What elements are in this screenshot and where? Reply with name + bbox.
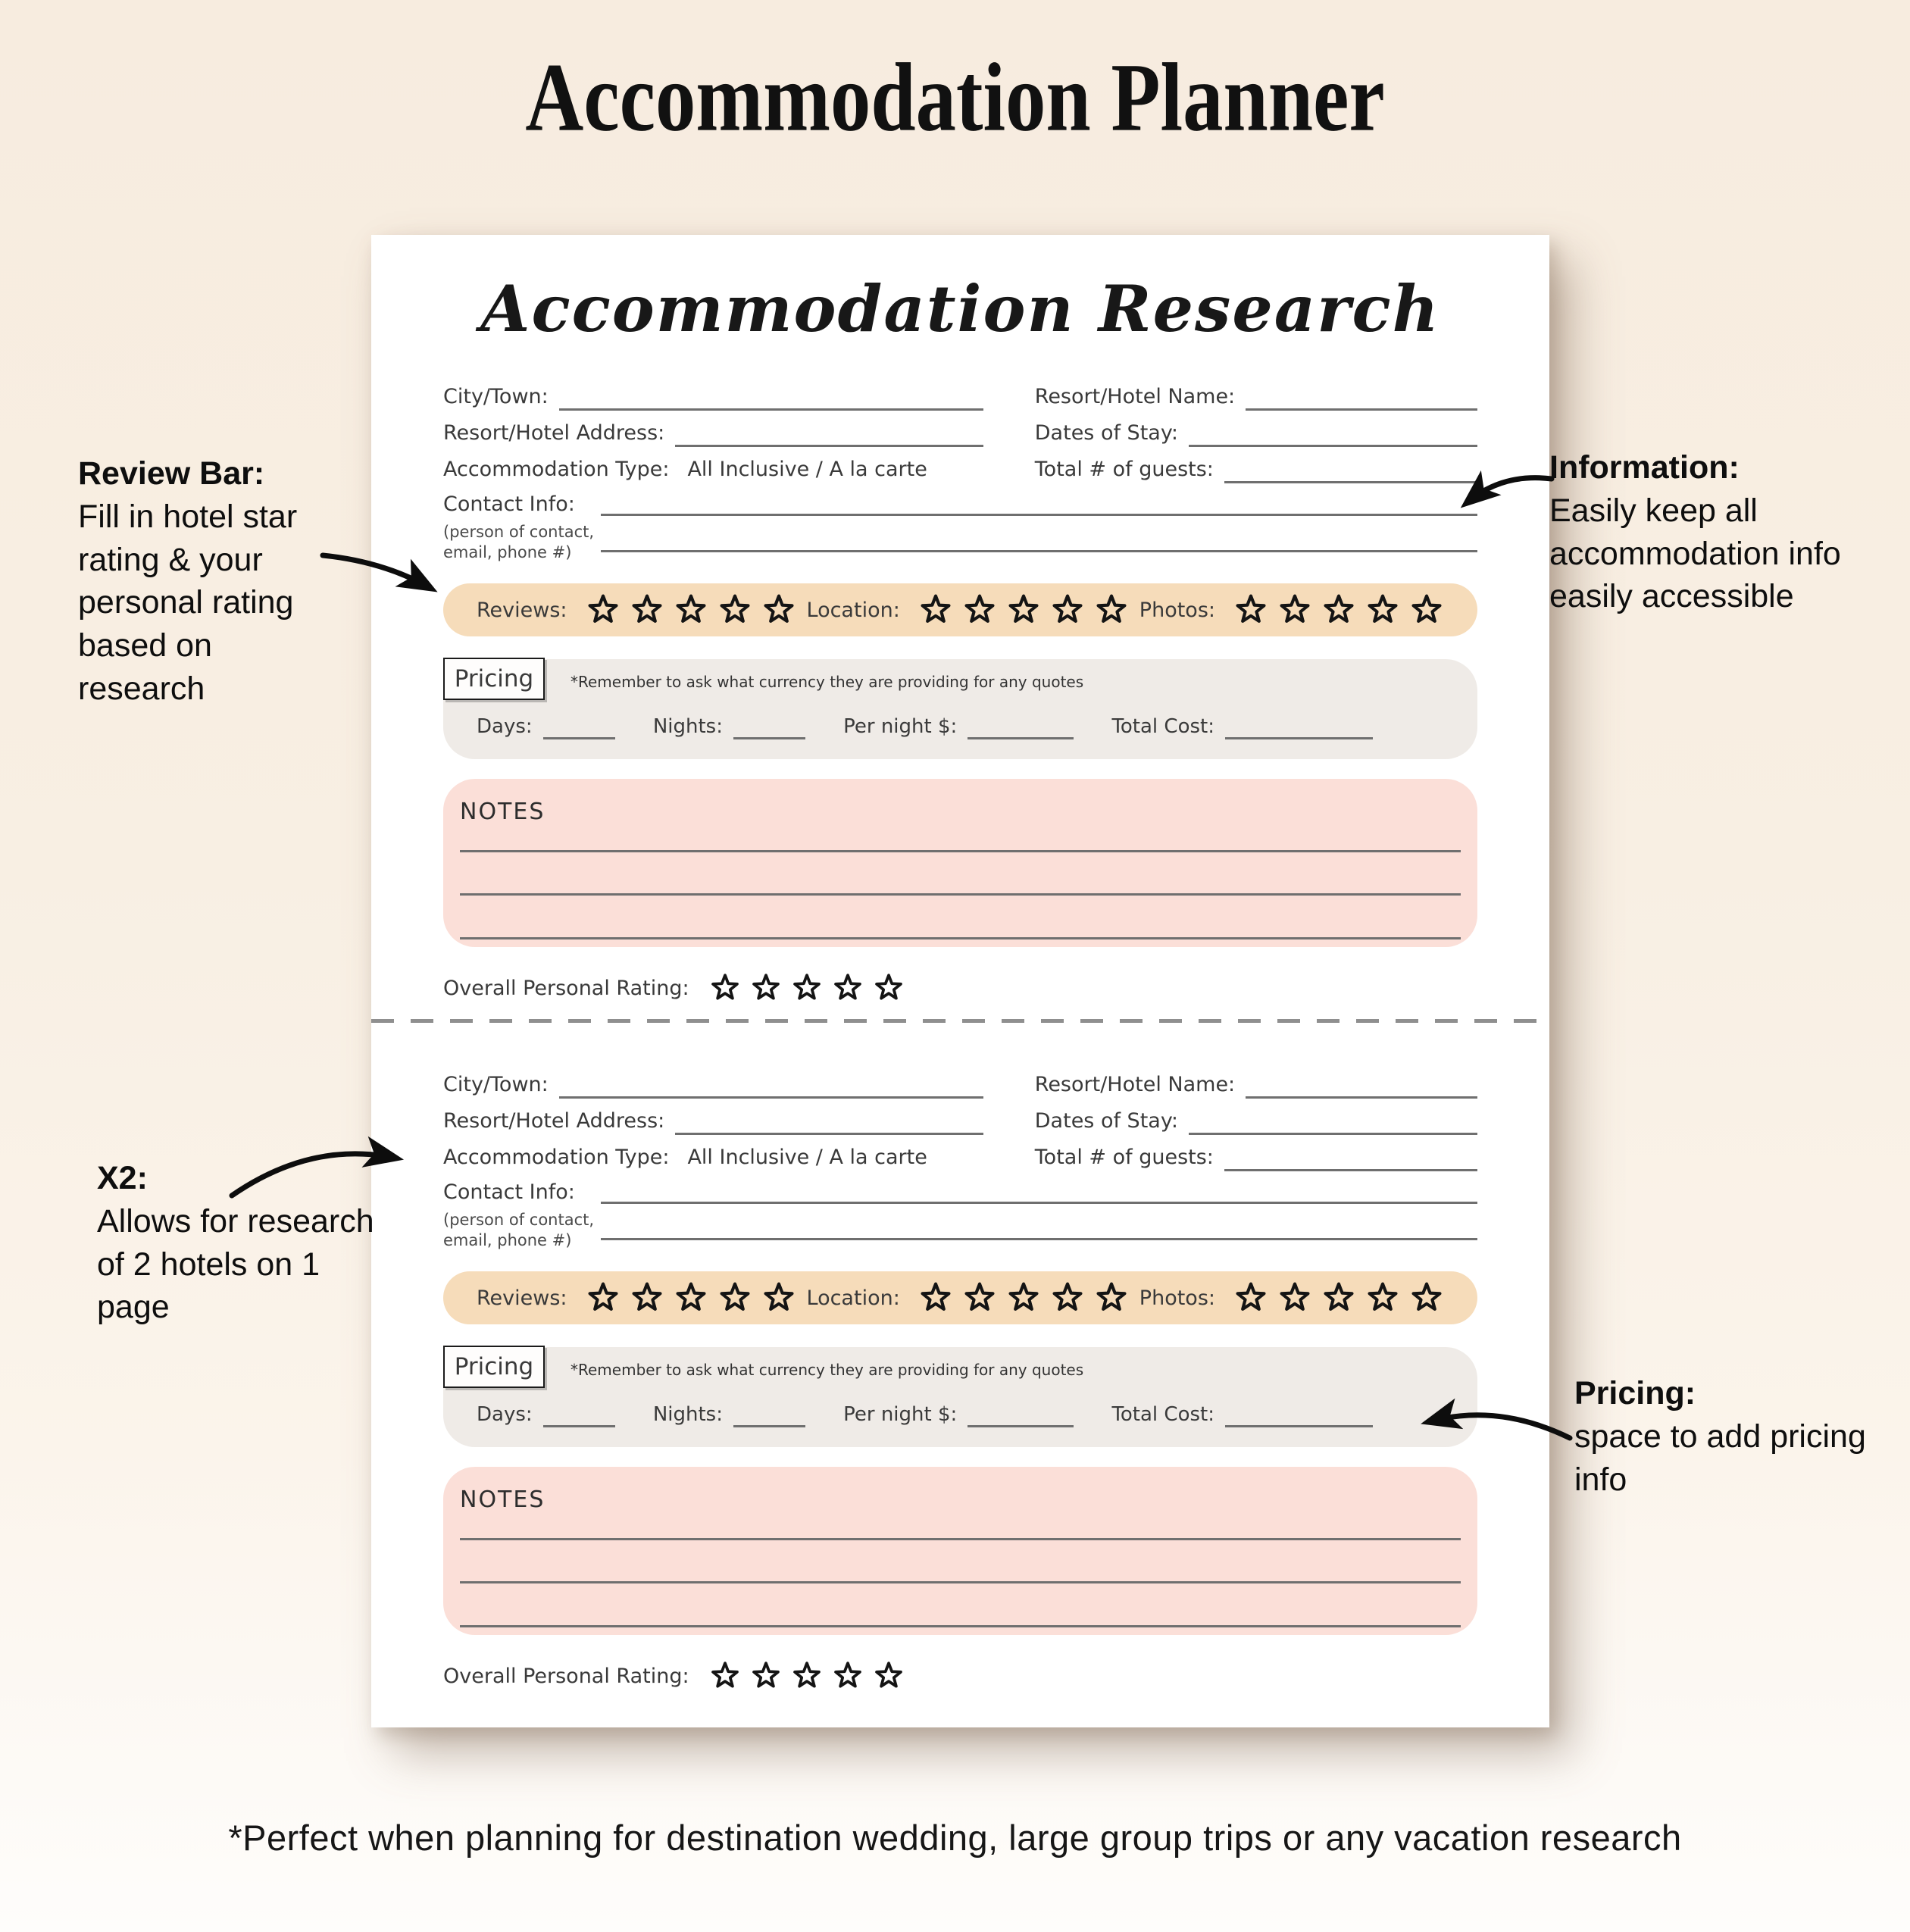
notes-box bbox=[443, 779, 1477, 947]
total-cost-field bbox=[1111, 715, 1373, 739]
total-guests-line bbox=[1224, 1143, 1477, 1171]
annotation-review-bar bbox=[78, 453, 345, 711]
planner-section-1 bbox=[443, 271, 1477, 1006]
star-icon bbox=[1365, 592, 1400, 627]
arrow-to-review-bar bbox=[318, 542, 447, 606]
total-cost-label: Total Cost: bbox=[1111, 715, 1214, 738]
total-cost-line bbox=[1225, 724, 1373, 739]
notes-line-1 bbox=[460, 850, 1461, 852]
star-icon bbox=[1050, 592, 1085, 627]
resort-name-line bbox=[1246, 1071, 1477, 1099]
per-night-field bbox=[843, 715, 1074, 739]
star-icon bbox=[791, 972, 823, 1004]
footer-note: *Perfect when planning for destination wedding, large group trips or any vacation research bbox=[228, 1818, 1682, 1858]
star-icon bbox=[791, 1660, 823, 1692]
field-total-guests bbox=[1035, 447, 1477, 483]
photos-stars bbox=[1233, 1280, 1444, 1315]
total-cost-field bbox=[1111, 1403, 1373, 1427]
pricing-note: *Remember to ask what currency they are providing for any quotes bbox=[570, 673, 1084, 691]
photos-group bbox=[1139, 592, 1444, 627]
contact-info-note: (person of contact, email, phone #) bbox=[443, 523, 595, 562]
resort-address-label: Resort/Hotel Address: bbox=[443, 421, 665, 445]
annotation-review-bar-title: Review Bar: bbox=[78, 455, 265, 492]
photos-stars bbox=[1233, 592, 1444, 627]
dates-of-stay-line bbox=[1189, 419, 1477, 447]
arrow-to-section-2 bbox=[227, 1135, 405, 1202]
star-icon bbox=[1233, 592, 1268, 627]
annotation-information bbox=[1549, 447, 1890, 618]
star-icon bbox=[761, 592, 796, 627]
planner-page bbox=[371, 235, 1549, 1727]
accommodation-type-label: Accommodation Type: bbox=[443, 1146, 670, 1169]
review-bar bbox=[443, 583, 1477, 636]
planner-heading: Accommodation Research bbox=[480, 271, 1440, 346]
pricing-box bbox=[443, 659, 1477, 759]
per-night-line bbox=[968, 1411, 1074, 1427]
dates-of-stay-label: Dates of Stay: bbox=[1034, 1109, 1178, 1133]
location-group bbox=[807, 592, 1129, 627]
field-dates-of-stay bbox=[1035, 411, 1477, 447]
days-line bbox=[543, 724, 615, 739]
field-dates-of-stay bbox=[1035, 1099, 1477, 1135]
field-resort-name bbox=[1035, 1062, 1477, 1099]
accommodation-type-options: All Inclusive / A la carte bbox=[687, 1146, 927, 1169]
nights-line bbox=[733, 724, 805, 739]
field-resort-name bbox=[1035, 374, 1477, 411]
contact-info-label: Contact Info: bbox=[443, 492, 575, 516]
field-accommodation-type bbox=[443, 447, 983, 483]
contact-line-2 bbox=[601, 1238, 1477, 1240]
contact-line-1 bbox=[601, 514, 1477, 516]
nights-field bbox=[653, 1403, 805, 1427]
star-icon bbox=[1050, 1280, 1085, 1315]
accommodation-type-label: Accommodation Type: bbox=[443, 458, 670, 481]
pricing-tab: Pricing bbox=[443, 658, 545, 700]
location-label: Location: bbox=[806, 598, 900, 622]
days-field bbox=[477, 1403, 615, 1427]
reviews-label: Reviews: bbox=[477, 598, 567, 622]
star-icon bbox=[1094, 592, 1129, 627]
city-town-line bbox=[559, 383, 983, 411]
star-icon bbox=[918, 592, 953, 627]
annotation-pricing bbox=[1574, 1373, 1877, 1501]
star-icon bbox=[761, 1280, 796, 1315]
annotation-information-title: Information: bbox=[1549, 449, 1740, 486]
location-stars bbox=[918, 592, 1129, 627]
contact-info-block bbox=[443, 1180, 1477, 1253]
star-icon bbox=[1277, 592, 1312, 627]
star-icon bbox=[873, 1660, 905, 1692]
dates-of-stay-label: Dates of Stay: bbox=[1034, 421, 1178, 445]
dashed-divider bbox=[371, 1019, 1549, 1023]
total-guests-label: Total # of guests: bbox=[1034, 1146, 1214, 1169]
star-icon bbox=[1006, 1280, 1041, 1315]
pricing-tab: Pricing bbox=[443, 1346, 545, 1388]
planner-section-2 bbox=[443, 1062, 1477, 1694]
total-cost-label: Total Cost: bbox=[1111, 1403, 1214, 1426]
star-icon bbox=[962, 1280, 997, 1315]
notes-label: NOTES bbox=[460, 799, 545, 825]
nights-label: Nights: bbox=[652, 715, 723, 738]
per-night-label: Per night $: bbox=[843, 1403, 958, 1426]
field-total-guests bbox=[1035, 1135, 1477, 1171]
page-title: Accommodation Planner bbox=[525, 43, 1385, 152]
contact-info-label: Contact Info: bbox=[443, 1180, 575, 1204]
review-bar bbox=[443, 1271, 1477, 1324]
star-icon bbox=[1094, 1280, 1129, 1315]
annotation-x2-body: Allows for research of 2 hotels on 1 page bbox=[97, 1202, 374, 1326]
star-icon bbox=[750, 1660, 782, 1692]
notes-line-2 bbox=[460, 893, 1461, 896]
reviews-group bbox=[477, 1280, 796, 1315]
photos-group bbox=[1139, 1280, 1444, 1315]
location-label: Location: bbox=[806, 1286, 900, 1310]
total-cost-line bbox=[1225, 1411, 1373, 1427]
pricing-note: *Remember to ask what currency they are providing for any quotes bbox=[570, 1361, 1084, 1379]
star-icon bbox=[674, 1280, 708, 1315]
star-icon bbox=[1365, 1280, 1400, 1315]
contact-line-2 bbox=[601, 550, 1477, 552]
star-icon bbox=[717, 592, 752, 627]
pricing-fields bbox=[477, 1403, 1373, 1427]
photos-label: Photos: bbox=[1139, 598, 1215, 622]
overall-rating-row bbox=[443, 1658, 1477, 1694]
notes-box bbox=[443, 1467, 1477, 1635]
star-icon bbox=[709, 972, 741, 1004]
star-icon bbox=[1409, 592, 1444, 627]
days-field bbox=[477, 715, 615, 739]
field-city-town bbox=[443, 1062, 983, 1099]
resort-address-line bbox=[675, 1107, 983, 1135]
star-icon bbox=[586, 592, 621, 627]
per-night-line bbox=[968, 724, 1074, 739]
nights-field bbox=[653, 715, 805, 739]
nights-line bbox=[733, 1411, 805, 1427]
star-icon bbox=[1321, 592, 1356, 627]
notes-line-3 bbox=[460, 1625, 1461, 1627]
notes-label: NOTES bbox=[460, 1487, 545, 1513]
notes-line-1 bbox=[460, 1538, 1461, 1540]
notes-line-2 bbox=[460, 1581, 1461, 1583]
city-town-line bbox=[559, 1071, 983, 1099]
star-icon bbox=[873, 972, 905, 1004]
dates-of-stay-line bbox=[1189, 1107, 1477, 1135]
star-icon bbox=[750, 972, 782, 1004]
star-icon bbox=[674, 592, 708, 627]
overall-rating-stars bbox=[709, 1660, 905, 1692]
field-resort-address bbox=[443, 1099, 983, 1135]
annotation-review-bar-body: Fill in hotel star rating & your personal rating based on research bbox=[78, 498, 298, 707]
star-icon bbox=[630, 592, 664, 627]
form-fields bbox=[443, 374, 1477, 483]
total-guests-line bbox=[1224, 455, 1477, 483]
days-line bbox=[543, 1411, 615, 1427]
reviews-label: Reviews: bbox=[477, 1286, 567, 1310]
star-icon bbox=[832, 1660, 864, 1692]
star-icon bbox=[709, 1660, 741, 1692]
annotation-pricing-body: space to add pricing info bbox=[1574, 1418, 1866, 1498]
resort-address-line bbox=[675, 419, 983, 447]
star-icon bbox=[1277, 1280, 1312, 1315]
form-fields bbox=[443, 1062, 1477, 1171]
star-icon bbox=[1409, 1280, 1444, 1315]
overall-rating-label: Overall Personal Rating: bbox=[443, 976, 689, 1000]
photos-label: Photos: bbox=[1139, 1286, 1215, 1310]
annotation-x2-title: X2: bbox=[97, 1160, 148, 1196]
resort-name-label: Resort/Hotel Name: bbox=[1034, 1073, 1236, 1096]
field-accommodation-type bbox=[443, 1135, 983, 1171]
contact-line-1 bbox=[601, 1202, 1477, 1204]
days-label: Days: bbox=[477, 1403, 533, 1426]
star-icon bbox=[586, 1280, 621, 1315]
annotation-pricing-title: Pricing: bbox=[1574, 1375, 1696, 1411]
star-icon bbox=[832, 972, 864, 1004]
reviews-stars bbox=[586, 592, 796, 627]
annotation-information-body: Easily keep all accommodation info easily accessible bbox=[1549, 492, 1841, 615]
total-guests-label: Total # of guests: bbox=[1034, 458, 1214, 481]
star-icon bbox=[1006, 592, 1041, 627]
star-icon bbox=[717, 1280, 752, 1315]
arrow-to-contact-info bbox=[1456, 470, 1556, 518]
per-night-field bbox=[843, 1403, 1074, 1427]
resort-address-label: Resort/Hotel Address: bbox=[443, 1109, 665, 1133]
contact-info-note: (person of contact, email, phone #) bbox=[443, 1211, 595, 1250]
days-label: Days: bbox=[477, 715, 533, 738]
overall-rating-row bbox=[443, 970, 1477, 1006]
accommodation-type-options: All Inclusive / A la carte bbox=[687, 458, 927, 481]
arrow-to-pricing-box bbox=[1418, 1399, 1576, 1447]
location-stars bbox=[918, 1280, 1129, 1315]
star-icon bbox=[962, 592, 997, 627]
field-city-town bbox=[443, 374, 983, 411]
reviews-group bbox=[477, 592, 796, 627]
nights-label: Nights: bbox=[652, 1403, 723, 1426]
star-icon bbox=[1321, 1280, 1356, 1315]
star-icon bbox=[918, 1280, 953, 1315]
notes-line-3 bbox=[460, 937, 1461, 939]
city-town-label: City/Town: bbox=[443, 1073, 549, 1096]
overall-rating-label: Overall Personal Rating: bbox=[443, 1664, 689, 1688]
city-town-label: City/Town: bbox=[443, 385, 549, 408]
overall-rating-stars bbox=[709, 972, 905, 1004]
reviews-stars bbox=[586, 1280, 796, 1315]
pricing-box bbox=[443, 1347, 1477, 1447]
star-icon bbox=[1233, 1280, 1268, 1315]
field-resort-address bbox=[443, 411, 983, 447]
contact-info-block bbox=[443, 492, 1477, 565]
resort-name-label: Resort/Hotel Name: bbox=[1034, 385, 1236, 408]
resort-name-line bbox=[1246, 383, 1477, 411]
star-icon bbox=[630, 1280, 664, 1315]
pricing-fields bbox=[477, 715, 1373, 739]
location-group bbox=[807, 1280, 1129, 1315]
per-night-label: Per night $: bbox=[843, 715, 958, 738]
